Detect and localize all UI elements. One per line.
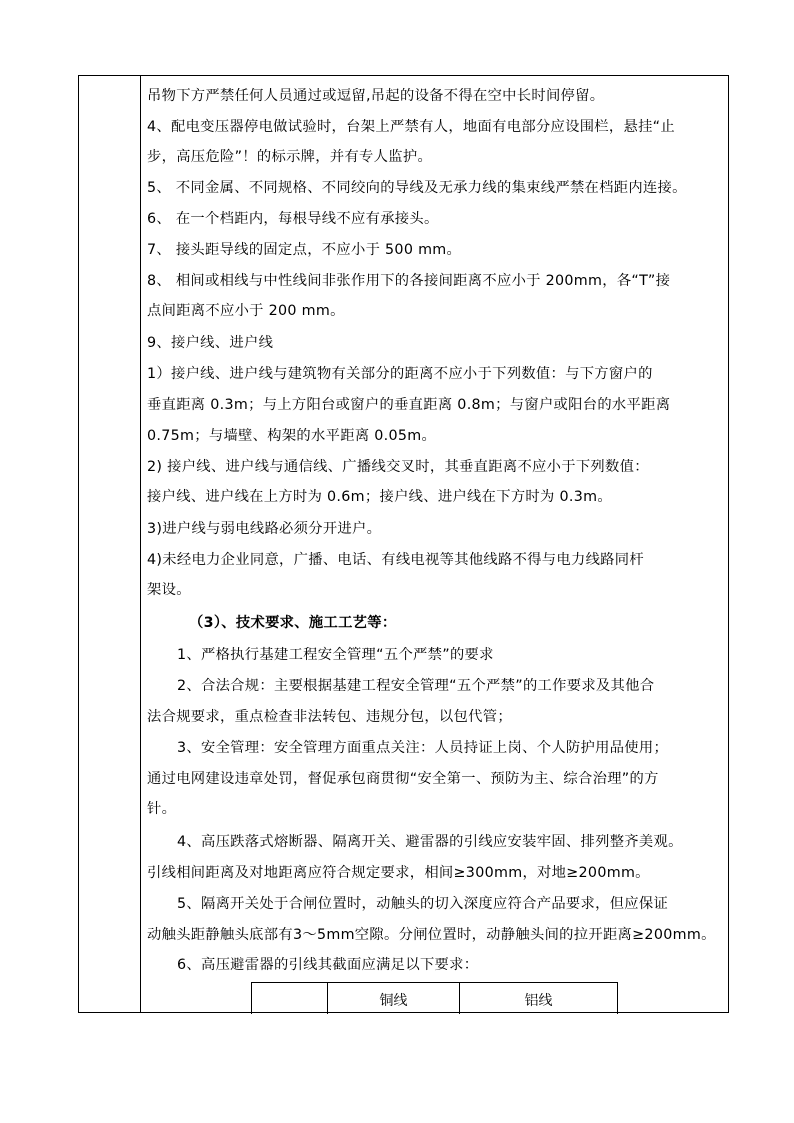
conductor-section-table <box>251 982 618 1014</box>
text-line: 4、高压跌落式熔断器、隔离开关、避雷器的引线应安装牢固、排列整齐美观。 <box>177 834 683 850</box>
text-line: 4)未经电力企业同意，广播、电话、有线电视等其他线路不得与电力线路同杆 <box>147 552 644 568</box>
text-line: 1）接户线、进户线与建筑物有关部分的距离不应小于下列数值：与下方窗户的 <box>147 366 653 382</box>
text-line: 6、高压避雷器的引线其截面应满足以下要求： <box>177 957 479 973</box>
table-header-copper: 铜线 <box>328 983 460 1014</box>
text-line: 2、合法合规：主要根据基建工程安全管理“五个严禁”的工作要求及其他合 <box>177 678 655 694</box>
text-line: 7、 接头距导线的固定点，不应小于 500 mm。 <box>147 242 462 258</box>
text-line: 3)进户线与弱电线路必须分开进户。 <box>147 521 382 537</box>
text-line: 接户线、进户线在上方时为 0.6m；接户线、进户线在下方时为 0.3m。 <box>147 489 612 505</box>
section-heading: （3）、技术要求、施工工艺等： <box>189 615 397 631</box>
table-header-aluminum: 铝线 <box>524 993 553 1009</box>
text-line: 9、接户线、进户线 <box>147 335 274 351</box>
text-line: 吊物下方严禁任何人员通过或逗留,吊起的设备不得在空中长时间停留。 <box>147 88 605 104</box>
table-header-cell <box>252 983 328 1014</box>
text-line: 步，高压危险”！的标示牌，并有专人监护。 <box>147 149 433 165</box>
left-column-cell <box>79 76 141 1012</box>
text-line: 0.75m；与墙壁、构架的水平距离 0.05m。 <box>147 428 437 444</box>
text-line: 针。 <box>147 801 177 817</box>
main-table <box>78 75 729 1013</box>
text-line: 点间距离不应小于 200 mm。 <box>147 303 345 319</box>
text-line: 架设。 <box>147 582 191 598</box>
text-line: 引线相间距离及对地距离应符合规定要求，相间≥300mm，对地≥200mm。 <box>147 865 650 881</box>
text-line: 8、 相间或相线与中性线间非张作用下的各接间距离不应小于 200mm，各“T”接 <box>147 273 671 289</box>
text-line: 垂直距离 0.3m；与上方阳台或窗户的垂直距离 0.8m；与窗户或阳台的水平距离 <box>147 397 671 413</box>
text-line: 通过电网建设违章处罚，督促承包商贯彻“安全第一、预防为主、综合治理”的方 <box>147 771 659 787</box>
text-line: 1、严格执行基建工程安全管理“五个严禁”的要求 <box>177 647 494 663</box>
text-line: 3、安全管理：安全管理方面重点关注：人员持证上岗、个人防护用品使用； <box>177 740 669 756</box>
text-line: 5、 不同金属、不同规格、不同绞向的导线及无承力线的集束线严禁在档距内连接。 <box>147 180 687 196</box>
text-line: 4、配电变压器停电做试验时，台架上严禁有人，地面有电部分应设围栏，悬挂“止 <box>147 119 675 135</box>
text-line: 6、 在一个档距内，每根导线不应有承接头。 <box>147 211 439 227</box>
text-line: 5、隔离开关处于合闸位置时，动触头的切入深度应符合产品要求，但应保证 <box>177 896 669 912</box>
text-line: 动触头距静触头底部有3～5mm空隙。分闸位置时，动静触头间的拉开距离≥200mm。 <box>147 927 716 943</box>
text-line: 2) 接户线、进户线与通信线、广播线交叉时，其垂直距离不应小于下列数值： <box>147 459 649 475</box>
text-line: 法合规要求，重点检查非法转包、违规分包，以包代管； <box>147 709 512 725</box>
